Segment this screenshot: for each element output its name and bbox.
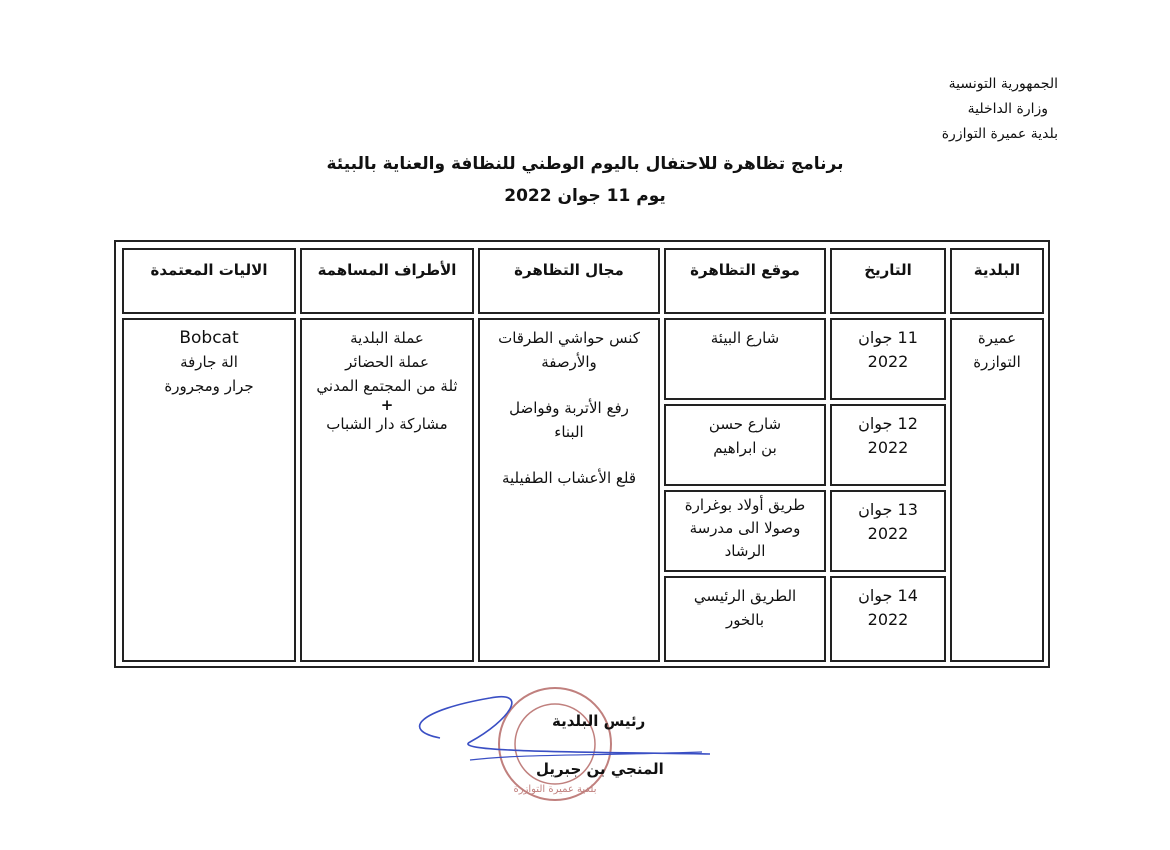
header-location-col: موقع التظاهرة [664, 248, 826, 314]
page-subtitle-date: يوم 11 جوان 2022 [504, 186, 666, 206]
date-day: 13 جوان [858, 500, 918, 519]
location-line: شارع البيئة [710, 329, 780, 347]
municipality-cell [950, 318, 1044, 662]
stamp-text: بلدية عميرة التوازرة [513, 784, 597, 795]
signature-name: المنجي بن جبريل [536, 760, 664, 778]
equipment-line: جرار ومجرورة [164, 377, 254, 395]
date-cell [830, 490, 946, 572]
date-cell [830, 576, 946, 662]
location-cell [664, 404, 826, 486]
location-cell [664, 490, 826, 572]
municipality-line: التوازرة [973, 353, 1021, 371]
stamp-icon [380, 680, 720, 830]
location-line: وصولا الى مدرسة [689, 519, 801, 537]
location-line: الرشاد [724, 542, 766, 560]
date-day: 14 جوان [858, 586, 918, 605]
municipality-line: عميرة [977, 329, 1017, 347]
date-year: 2022 [867, 610, 909, 629]
header-municipality: بلدية عميرة التوازرة [941, 126, 1058, 142]
location-line: بالخور [726, 611, 764, 629]
page-title: برنامج تظاهرة للاحتفال باليوم الوطني للنظافة والعناية بالبيئة [326, 154, 844, 174]
date-cell [830, 318, 946, 400]
parties-line: عملة الحضائر [345, 353, 429, 371]
field-line: رفع الأتربة وفواضل [509, 399, 629, 417]
location-line: شارع حسن [708, 415, 782, 433]
location-cell [664, 576, 826, 662]
location-cell [664, 318, 826, 400]
parties-line: مشاركة دار الشباب [326, 415, 448, 433]
field-cell [478, 318, 660, 662]
date-year: 2022 [867, 524, 909, 543]
date-cell [830, 404, 946, 486]
date-year: 2022 [867, 352, 909, 371]
header-date-col: التاريخ [830, 248, 946, 314]
date-day: 12 جوان [858, 414, 918, 433]
location-line: بن ابراهيم [713, 439, 777, 457]
parties-cell [300, 318, 474, 662]
equipment-line: الة جارفة [180, 353, 238, 371]
location-line: الطريق الرئيسي [693, 587, 797, 605]
parties-plus: + [380, 396, 394, 414]
header-republic: الجمهورية التونسية [948, 76, 1058, 92]
parties-line: عملة البلدية [350, 329, 424, 347]
header-municipality-col: البلدية [950, 248, 1044, 314]
program-table [114, 240, 1050, 668]
field-line: والأرصفة [541, 353, 597, 371]
date-day: 11 جوان [858, 328, 918, 347]
header-parties-col: الأطراف المساهمة [300, 248, 474, 314]
equipment-cell [122, 318, 296, 662]
parties-line: ثلة من المجتمع المدني [316, 377, 458, 395]
field-line: قلع الأعشاب الطفيلية [501, 469, 637, 487]
signature-block [380, 680, 720, 830]
equipment-line: Bobcat [179, 328, 239, 348]
field-line: البناء [554, 423, 584, 441]
header-equipment-col: الاليات المعتمدة [122, 248, 296, 314]
field-line: كنس حواشي الطرقات [498, 329, 640, 347]
header-ministry: وزارة الداخلية [967, 101, 1048, 117]
signature-stroke [470, 752, 702, 760]
date-year: 2022 [867, 438, 909, 457]
signature-title: رئيس البلدية [552, 712, 646, 730]
header-field-col: مجال التظاهرة [478, 248, 660, 314]
location-line: طريق أولاد بوغرارة [684, 496, 806, 514]
